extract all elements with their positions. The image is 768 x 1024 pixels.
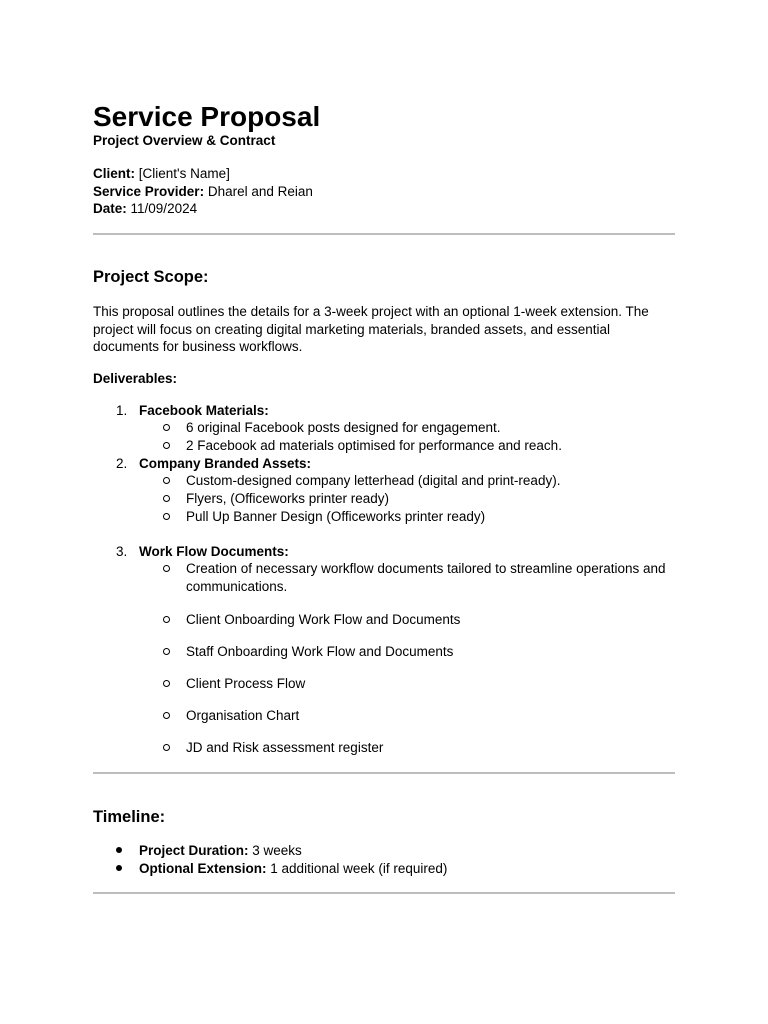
- section-divider: [93, 892, 675, 894]
- provider-value: Dharel and Reian: [207, 184, 313, 199]
- timeline-label: Project Duration:: [139, 843, 249, 858]
- document-title: Service Proposal: [93, 101, 321, 132]
- scope-heading: Project Scope:: [93, 268, 209, 286]
- circle-bullet-icon: [163, 513, 170, 520]
- section-divider: [93, 772, 675, 774]
- list-number: 1.: [116, 403, 128, 418]
- list-item: Flyers, (Officeworks printer ready): [186, 491, 390, 506]
- deliverables-label: Deliverables:: [93, 371, 178, 386]
- deliverable-title: Work Flow Documents:: [139, 544, 289, 559]
- circle-bullet-icon: [163, 424, 170, 431]
- deliverable-title: Company Branded Assets:: [139, 456, 312, 471]
- list-item: Organisation Chart: [186, 708, 300, 723]
- circle-bullet-icon: [163, 712, 170, 719]
- circle-bullet-icon: [163, 442, 170, 449]
- timeline-item: [139, 860, 447, 878]
- list-item: Pull Up Banner Design (Officeworks printer ready): [186, 509, 486, 524]
- timeline-item: [139, 842, 302, 860]
- circle-bullet-icon: [163, 477, 170, 484]
- bullet-icon: [116, 865, 122, 871]
- timeline-label: Optional Extension:: [139, 861, 267, 876]
- list-item: JD and Risk assessment register: [186, 740, 384, 755]
- client-value: [Client's Name]: [138, 166, 230, 181]
- scope-intro: This proposal outlines the details for a 3-week project with an optional 1-week extension. The project will focus on creating digital marketing materials, branded assets, and essential documents for business workflows.: [93, 304, 649, 354]
- circle-bullet-icon: [163, 565, 170, 572]
- date-line: [93, 200, 197, 218]
- document-subtitle: Project Overview & Contract: [93, 133, 276, 148]
- deliverable-title: Facebook Materials:: [139, 403, 269, 418]
- bullet-icon: [116, 847, 122, 853]
- provider-label: Service Provider:: [93, 184, 205, 199]
- circle-bullet-icon: [163, 616, 170, 623]
- list-item: Staff Onboarding Work Flow and Documents: [186, 644, 454, 659]
- list-item: Creation of necessary workflow documents tailored to streamline operations and communications.: [186, 561, 666, 594]
- client-label: Client:: [93, 166, 135, 181]
- list-item: 6 original Facebook posts designed for engagement.: [186, 420, 501, 435]
- list-item: Custom-designed company letterhead (digital and print-ready).: [186, 473, 561, 488]
- circle-bullet-icon: [163, 495, 170, 502]
- provider-line: [93, 183, 313, 201]
- list-item: Client Onboarding Work Flow and Documents: [186, 612, 461, 627]
- client-line: [93, 165, 230, 183]
- timeline-value: 1 additional week (if required): [270, 861, 448, 876]
- timeline-heading: Timeline:: [93, 808, 166, 826]
- section-divider: [93, 233, 675, 235]
- date-value: 11/09/2024: [130, 201, 198, 216]
- circle-bullet-icon: [163, 648, 170, 655]
- timeline-value: 3 weeks: [252, 843, 302, 858]
- list-number: 3.: [116, 544, 128, 559]
- date-label: Date:: [93, 201, 127, 216]
- circle-bullet-icon: [163, 744, 170, 751]
- list-item: 2 Facebook ad materials optimised for performance and reach.: [186, 438, 562, 453]
- list-number: 2.: [116, 456, 128, 471]
- list-item: Client Process Flow: [186, 676, 306, 691]
- circle-bullet-icon: [163, 680, 170, 687]
